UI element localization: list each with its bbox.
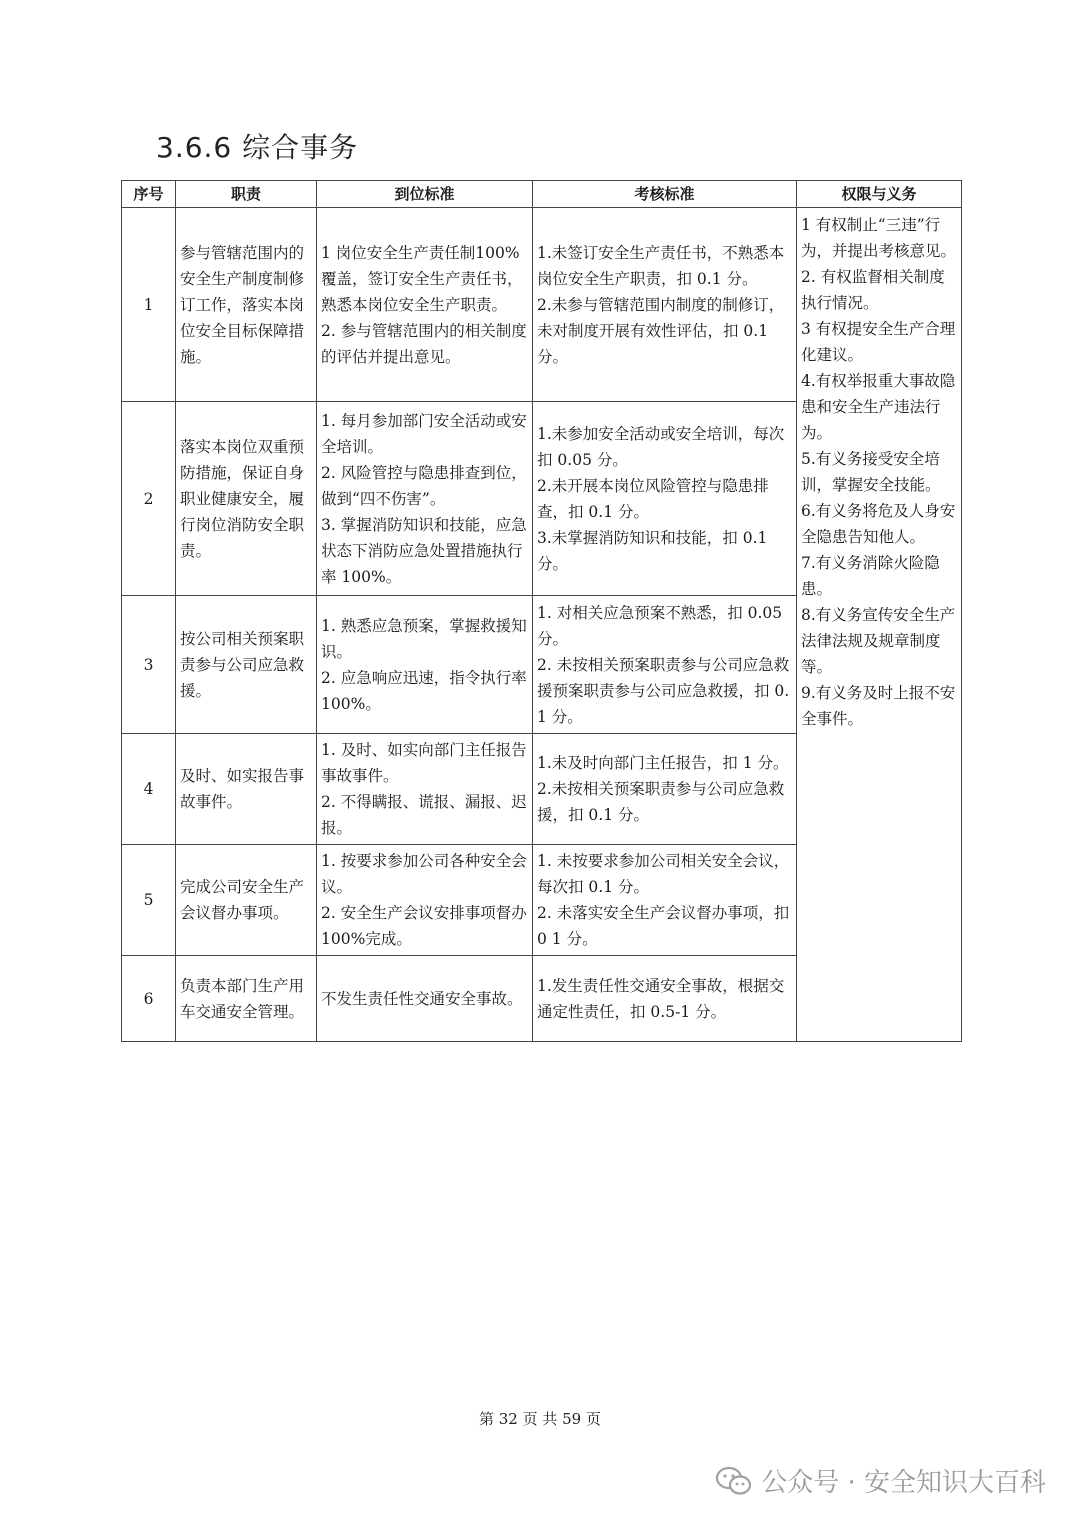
standard-line: 1 岗位安全生产责任制100%覆盖，签订安全生产责任书，熟悉本岗位安全生产职责。	[321, 243, 523, 314]
page-footer: 第 32 页 共 59 页	[478, 1410, 601, 1428]
assessment-line: 1.未签订安全生产责任书，不熟悉本岗位安全生产职责，扣 0.1 分。	[537, 243, 785, 288]
row-seq: 6	[122, 956, 176, 1042]
row-standard	[317, 956, 533, 1042]
standard-line: 1. 每月参加部门安全活动或安全培训。	[321, 411, 527, 456]
assessment-line: 2.未参与管辖范围内制度的制修订，未对制度开展有效性评估，扣 0.1 分。	[537, 295, 785, 366]
standard-line: 2. 不得瞒报、谎报、漏报、迟报。	[321, 793, 527, 837]
standard-line: 3. 掌握消防知识和技能，应急状态下消防应急处置措施执行率 100%。	[321, 515, 527, 586]
watermark	[715, 1462, 1046, 1499]
table-header-row	[122, 181, 962, 208]
row-seq: 2	[122, 402, 176, 596]
row-standard	[317, 402, 533, 596]
rights-line: 5.有义务接受安全培训，掌握安全技能。	[801, 450, 941, 494]
assessment-line: 3.未掌握消防知识和技能，扣 0.1 分。	[537, 528, 768, 573]
standard-line: 2. 应急响应迅速，指令执行率 100%。	[321, 668, 527, 713]
section-heading: 3.6.6 综合事务	[156, 131, 359, 164]
row-duty: 完成公司安全生产会议督办事项。	[176, 845, 317, 956]
header-rights: 权限与义务	[797, 181, 962, 208]
standard-line: 1. 及时、如实向部门主任报告事故事件。	[321, 741, 527, 785]
standard-line: 2. 安全生产会议安排事项督办 100%完成。	[321, 904, 527, 948]
assessment-line: 1.未参加安全活动或安全培训，每次扣 0.05 分。	[537, 424, 785, 469]
row-seq: 5	[122, 845, 176, 956]
row-duty: 按公司相关预案职责参与公司应急救援。	[176, 596, 317, 734]
header-standard: 到位标准	[317, 181, 533, 208]
row-assessment	[533, 402, 797, 596]
row-assessment	[533, 596, 797, 734]
row-standard	[317, 845, 533, 956]
assessment-line: 2.未开展本岗位风险管控与隐患排查，扣 0.1 分。	[537, 476, 769, 521]
header-assessment: 考核标准	[533, 181, 797, 208]
assessment-line: 2. 未落实安全生产会议督办事项，扣 0 1 分。	[537, 904, 790, 948]
assessment-line: 1.未及时向部门主任报告，扣 1 分。	[537, 754, 789, 772]
rights-line: 1 有权制止“三违”行为，并提出考核意见。	[801, 216, 957, 260]
rights-line: 9.有义务及时上报不安全事件。	[801, 684, 956, 728]
standard-line: 1. 按要求参加公司各种安全会议。	[321, 852, 527, 896]
row-duty: 参与管辖范围内的安全生产制度制修订工作，落实本岗位安全目标保障措施。	[176, 208, 317, 402]
rights-cell	[797, 208, 962, 1042]
assessment-line: 1. 对相关应急预案不熟悉，扣 0.05 分。	[537, 603, 783, 648]
row-assessment	[533, 956, 797, 1042]
rights-line: 3 有权提安全生产合理化建议。	[801, 320, 956, 364]
row-seq: 3	[122, 596, 176, 734]
row-duty: 落实本岗位双重预防措施，保证自身职业健康安全，履行岗位消防安全职责。	[176, 402, 317, 596]
row-assessment	[533, 734, 797, 845]
wechat-icon	[715, 1465, 753, 1497]
rights-line: 4.有权举报重大事故隐患和安全生产违法行为。	[801, 372, 956, 442]
duty-table	[121, 180, 962, 1042]
row-duty: 及时、如实报告事故事件。	[176, 734, 317, 845]
row-duty: 负责本部门生产用车交通安全管理。	[176, 956, 317, 1042]
header-seq: 序号	[122, 181, 176, 208]
row-seq: 1	[122, 208, 176, 402]
standard-line: 1. 熟悉应急预案，掌握救援知识。	[321, 616, 527, 661]
header-duty: 职责	[176, 181, 317, 208]
standard-line: 不发生责任性交通安全事故。	[321, 989, 523, 1008]
assessment-line: 1. 未按要求参加公司相关安全会议，每次扣 0.1 分。	[537, 852, 790, 896]
rights-line: 8.有义务宣传安全生产法律法规及规章制度等。	[801, 606, 956, 676]
row-standard	[317, 734, 533, 845]
standard-line: 2. 参与管辖范围内的相关制度的评估并提出意见。	[321, 321, 527, 366]
watermark-text: 公众号 · 安全知识大百科	[761, 1468, 1046, 1498]
assessment-line: 1.发生责任性交通安全事故，根据交通定性责任，扣 0.5-1 分。	[537, 976, 785, 1021]
table-row	[122, 208, 962, 402]
row-assessment	[533, 845, 797, 956]
standard-line: 2. 风险管控与隐患排查到位，做到“四不伤害”。	[321, 463, 527, 508]
row-standard	[317, 208, 533, 402]
row-standard	[317, 596, 533, 734]
rights-line: 2. 有权监督相关制度执行情况。	[801, 268, 945, 312]
assessment-line: 2.未按相关预案职责参与公司应急救援，扣 0.1 分。	[537, 780, 785, 824]
rights-line: 7.有义务消除火险隐患。	[801, 554, 940, 598]
assessment-line: 2. 未按相关预案职责参与公司应急救援预案职责参与公司应急救援，扣 0.1 分。	[537, 655, 790, 726]
rights-line: 6.有义务将危及人身安全隐患告知他人。	[801, 502, 956, 546]
row-seq: 4	[122, 734, 176, 845]
row-assessment	[533, 208, 797, 402]
